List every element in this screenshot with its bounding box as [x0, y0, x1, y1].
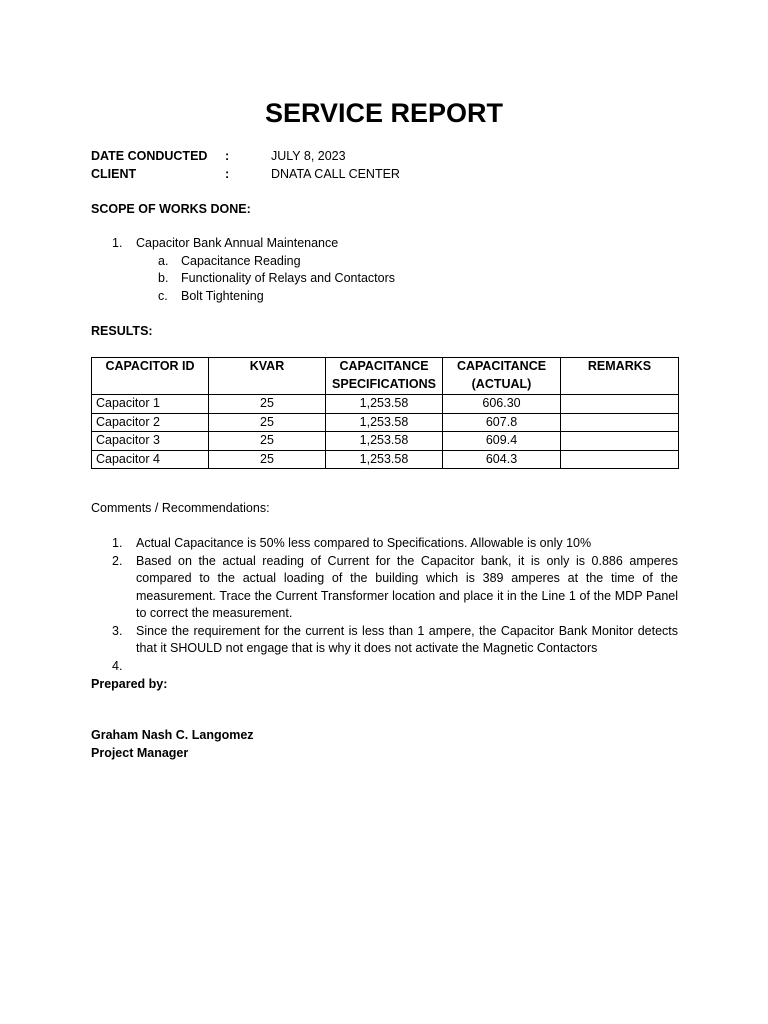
scope-subitem: [91, 270, 691, 288]
scope-subitem-text: Functionality of Relays and Contactors: [181, 271, 395, 286]
recommendation-item: [91, 658, 678, 676]
table-cell: 609.4: [443, 432, 561, 451]
signatory-block: [91, 727, 254, 762]
column-header: CAPACITANCE (ACTUAL): [443, 358, 561, 395]
scope-item-text: Capacitor Bank Annual Maintenance: [136, 236, 339, 250]
scope-subitem-letter: a.: [158, 253, 169, 268]
table-cell: 1,253.58: [326, 432, 443, 451]
scope-subitem-letter: c.: [158, 288, 168, 303]
table-row: [92, 395, 679, 414]
scope-heading: SCOPE OF WORKS DONE:: [91, 202, 251, 216]
meta-colon: :: [225, 149, 230, 163]
table-cell: Capacitor 3: [92, 432, 209, 451]
results-table: [91, 357, 679, 469]
column-header: REMARKS: [561, 358, 679, 395]
scope-subitem: [91, 253, 691, 271]
meta-row-client: [91, 166, 691, 184]
table-cell: Capacitor 4: [92, 450, 209, 469]
table-cell: 604.3: [443, 450, 561, 469]
scope-list: [91, 235, 691, 305]
table-cell: Capacitor 2: [92, 413, 209, 432]
meta-value: DNATA CALL CENTER: [271, 167, 400, 181]
table-cell: Capacitor 1: [92, 395, 209, 414]
scope-item-number: 1.: [112, 236, 123, 250]
table-cell: [561, 413, 679, 432]
meta-row-date: [91, 148, 691, 166]
table-cell: 606.30: [443, 395, 561, 414]
scope-subitem-text: Capacitance Reading: [181, 253, 301, 268]
table-cell: 25: [209, 432, 326, 451]
table-cell: 25: [209, 413, 326, 432]
recommendation-item: [91, 623, 678, 658]
table-cell: 607.8: [443, 413, 561, 432]
recommendation-item: [91, 553, 678, 623]
table-row: [92, 450, 679, 469]
recommendation-text: Since the requirement for the current is less than 1 ampere, the Capacitor Bank Monitor detects that it SHOULD not engage that is why it does not activate the Magnetic Contactors: [136, 623, 678, 655]
table-cell: 1,253.58: [326, 395, 443, 414]
scope-subitem-text: Bolt Tightening: [181, 288, 264, 303]
scope-item: [91, 235, 691, 253]
meta-colon: :: [225, 167, 230, 181]
table-cell: 1,253.58: [326, 413, 443, 432]
table-row: [92, 413, 679, 432]
meta-label: CLIENT: [91, 167, 137, 181]
results-heading: RESULTS:: [91, 324, 153, 338]
table-cell: [561, 450, 679, 469]
recommendation-number: 4.: [112, 658, 123, 673]
table-cell: 25: [209, 450, 326, 469]
recommendation-number: 2.: [112, 553, 123, 568]
meta-value: JULY 8, 2023: [271, 149, 346, 163]
column-header: CAPACITOR ID: [92, 358, 209, 395]
recommendation-text: Actual Capacitance is 50% less compared to Specifications. Allowable is only 10%: [136, 536, 592, 550]
recommendation-number: 1.: [112, 536, 123, 550]
signatory-role: Project Manager: [91, 745, 189, 760]
report-meta: [91, 148, 691, 184]
scope-subitem: [91, 288, 691, 306]
document-title: SERVICE REPORT: [264, 98, 504, 128]
recommendation-item: [91, 535, 678, 553]
recommendation-text: Based on the actual reading of Current for the Capacitor bank, it is only is 0.886 amperes compared to the actual loading of the building which is 389 amperes at the time of the measurement. Trace the Current Transformer location and place it in the Line 1 of the MDP Panel to correct the measurement.: [136, 553, 678, 620]
table-row: [92, 432, 679, 451]
table-cell: 1,253.58: [326, 450, 443, 469]
signatory-name: Graham Nash C. Langomez: [91, 728, 254, 742]
scope-subitem-letter: b.: [158, 271, 169, 286]
table-cell: 25: [209, 395, 326, 414]
recommendation-number: 3.: [112, 623, 123, 638]
recommendations-list: [91, 535, 678, 675]
meta-label: DATE CONDUCTED: [91, 149, 208, 163]
comments-heading: Comments / Recommendations:: [91, 501, 270, 515]
prepared-by-label: Prepared by:: [91, 677, 168, 691]
column-header: KVAR: [209, 358, 326, 395]
table-cell: [561, 432, 679, 451]
column-header: CAPACITANCE SPECIFICATIONS: [326, 358, 443, 395]
table-header-row: [92, 358, 679, 395]
table-cell: [561, 395, 679, 414]
